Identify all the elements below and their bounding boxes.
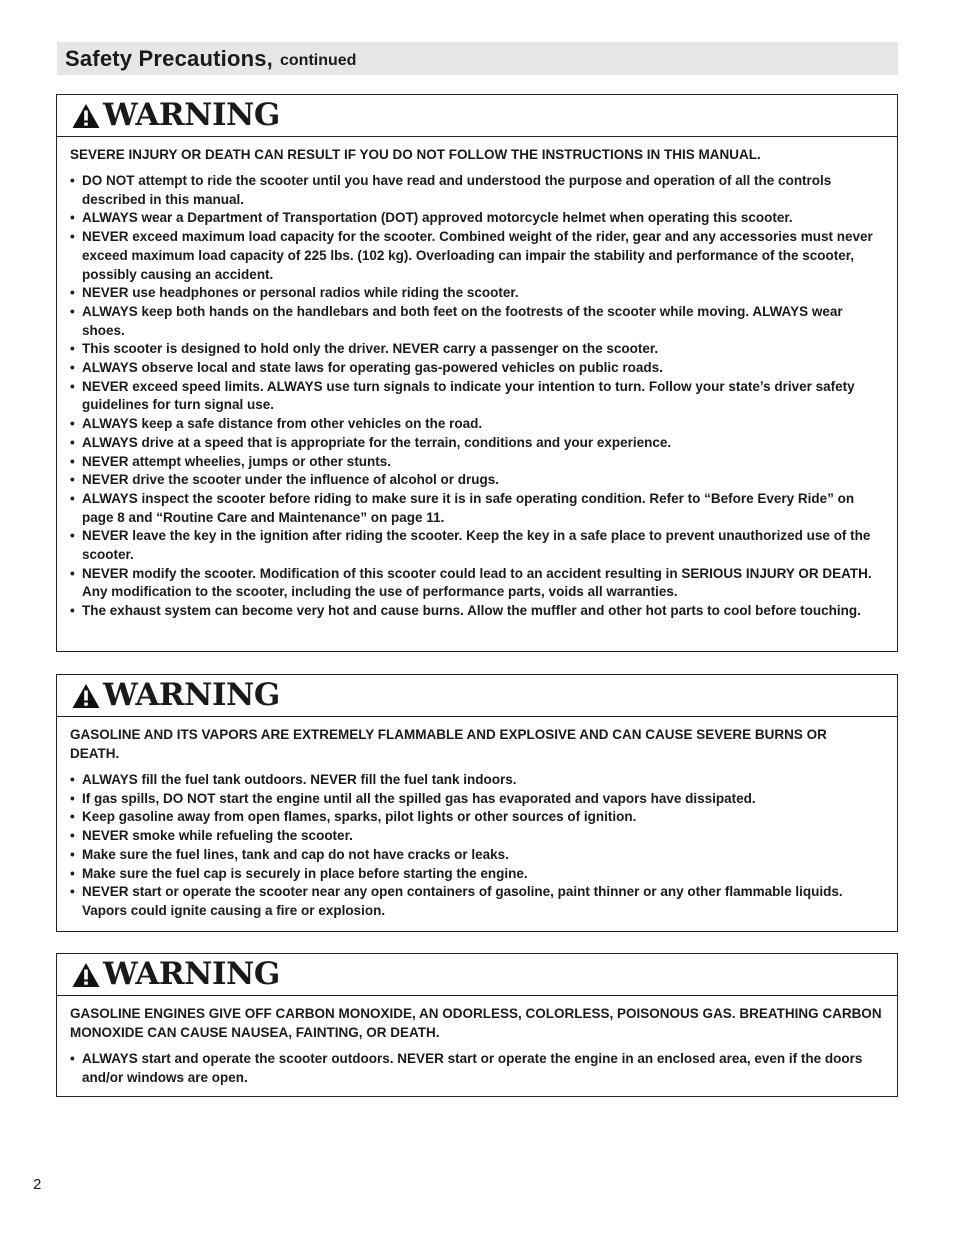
list-item: • NEVER exceed speed limits. ALWAYS use turn signals to indicate your intention to turn. Follow your state’s driver safety guidelines for turn signal use.	[70, 378, 885, 415]
warning-body	[57, 137, 897, 621]
list-item: • ALWAYS inspect the scooter before riding to make sure it is in safe operating condition. Refer to “Before Every Ride” on page 8 and “Routine Care and Maintenance” on page 11.	[70, 490, 885, 527]
list-item: • NEVER modify the scooter. Modification of this scooter could lead to an accident resulting in SERIOUS INJURY OR DEATH. Any modification to the scooter, including the use of performance parts, voids all warranties.	[70, 565, 885, 602]
list-item: • ALWAYS keep a safe distance from other vehicles on the road.	[70, 415, 885, 434]
warning-heading: WARNING	[103, 677, 280, 713]
warning-list	[70, 1050, 885, 1087]
section-header	[57, 42, 898, 75]
warning-list	[70, 771, 885, 921]
warning-body	[57, 717, 897, 921]
list-item: • ALWAYS start and operate the scooter outdoors. NEVER start or operate the engine in an enclosed area, even if the doors and/or windows are open.	[70, 1050, 885, 1087]
list-item: • DO NOT attempt to ride the scooter until you have read and understood the purpose and operation of all the controls described in this manual.	[70, 172, 885, 209]
list-item: • NEVER attempt wheelies, jumps or other stunts.	[70, 453, 885, 472]
warning-box-gasoline	[56, 674, 898, 932]
warning-header	[57, 954, 897, 996]
warning-box-carbon-monoxide	[56, 953, 898, 1097]
warning-box-general	[56, 94, 898, 652]
warning-triangle-icon	[71, 961, 101, 989]
page-number: 2	[33, 1176, 42, 1193]
list-item: • NEVER start or operate the scooter near any open containers of gasoline, paint thinner or any other flammable liquids. Vapors could ignite causing a fire or explosion.	[70, 883, 885, 920]
list-item: • NEVER drive the scooter under the influence of alcohol or drugs.	[70, 471, 885, 490]
warning-triangle-icon	[71, 102, 101, 130]
list-item: • The exhaust system can become very hot and cause burns. Allow the muffler and other hot parts to cool before touching.	[70, 602, 885, 621]
section-title: Safety Precautions,	[65, 45, 273, 71]
list-item: • This scooter is designed to hold only the driver. NEVER carry a passenger on the scooter.	[70, 340, 885, 359]
list-item: • Make sure the fuel lines, tank and cap do not have cracks or leaks.	[70, 846, 885, 865]
section-subtitle: continued	[280, 51, 357, 69]
warning-heading: WARNING	[103, 956, 280, 992]
warning-lead: SEVERE INJURY OR DEATH CAN RESULT IF YOU DO NOT FOLLOW THE INSTRUCTIONS IN THIS MANUAL.	[70, 147, 761, 162]
list-item: • NEVER exceed maximum load capacity for the scooter. Combined weight of the rider, gear and any accessories must never exceed maximum load capacity of 225 lbs. (102 kg). Overloading can impair the stability and performance of the scooter, possibly causing an accident.	[70, 228, 885, 284]
list-item: • ALWAYS wear a Department of Transportation (DOT) approved motorcycle helmet when operating this scooter.	[70, 209, 885, 228]
list-item: • Make sure the fuel cap is securely in place before starting the engine.	[70, 865, 885, 884]
warning-list	[70, 172, 885, 621]
list-item: • NEVER use headphones or personal radios while riding the scooter.	[70, 284, 885, 303]
list-item: • If gas spills, DO NOT start the engine until all the spilled gas has evaporated and vapors have dissipated.	[70, 790, 885, 809]
warning-heading: WARNING	[103, 97, 280, 133]
list-item: • NEVER leave the key in the ignition after riding the scooter. Keep the key in a safe place to prevent unauthorized use of the scooter.	[70, 527, 885, 564]
warning-lead: GASOLINE AND ITS VAPORS ARE EXTREMELY FLAMMABLE AND EXPLOSIVE AND CAN CAUSE SEVERE BURNS OR DEATH.	[70, 727, 827, 761]
warning-triangle-icon	[71, 682, 101, 710]
warning-header	[57, 675, 897, 717]
list-item: • NEVER smoke while refueling the scooter.	[70, 827, 885, 846]
list-item: • ALWAYS drive at a speed that is appropriate for the terrain, conditions and your experience.	[70, 434, 885, 453]
warning-lead: GASOLINE ENGINES GIVE OFF CARBON MONOXIDE, AN ODORLESS, COLORLESS, POISONOUS GAS. BREATHING CARBON MONOXIDE CAN CAUSE NAUSEA, FAINTING, OR DEATH.	[70, 1006, 882, 1040]
warning-header	[57, 95, 897, 137]
list-item: • ALWAYS fill the fuel tank outdoors. NEVER fill the fuel tank indoors.	[70, 771, 885, 790]
list-item: • ALWAYS observe local and state laws for operating gas-powered vehicles on public roads.	[70, 359, 885, 378]
warning-body	[57, 996, 897, 1087]
list-item: • Keep gasoline away from open flames, sparks, pilot lights or other sources of ignition.	[70, 808, 885, 827]
list-item: • ALWAYS keep both hands on the handlebars and both feet on the footrests of the scooter while moving. ALWAYS wear shoes.	[70, 303, 885, 340]
